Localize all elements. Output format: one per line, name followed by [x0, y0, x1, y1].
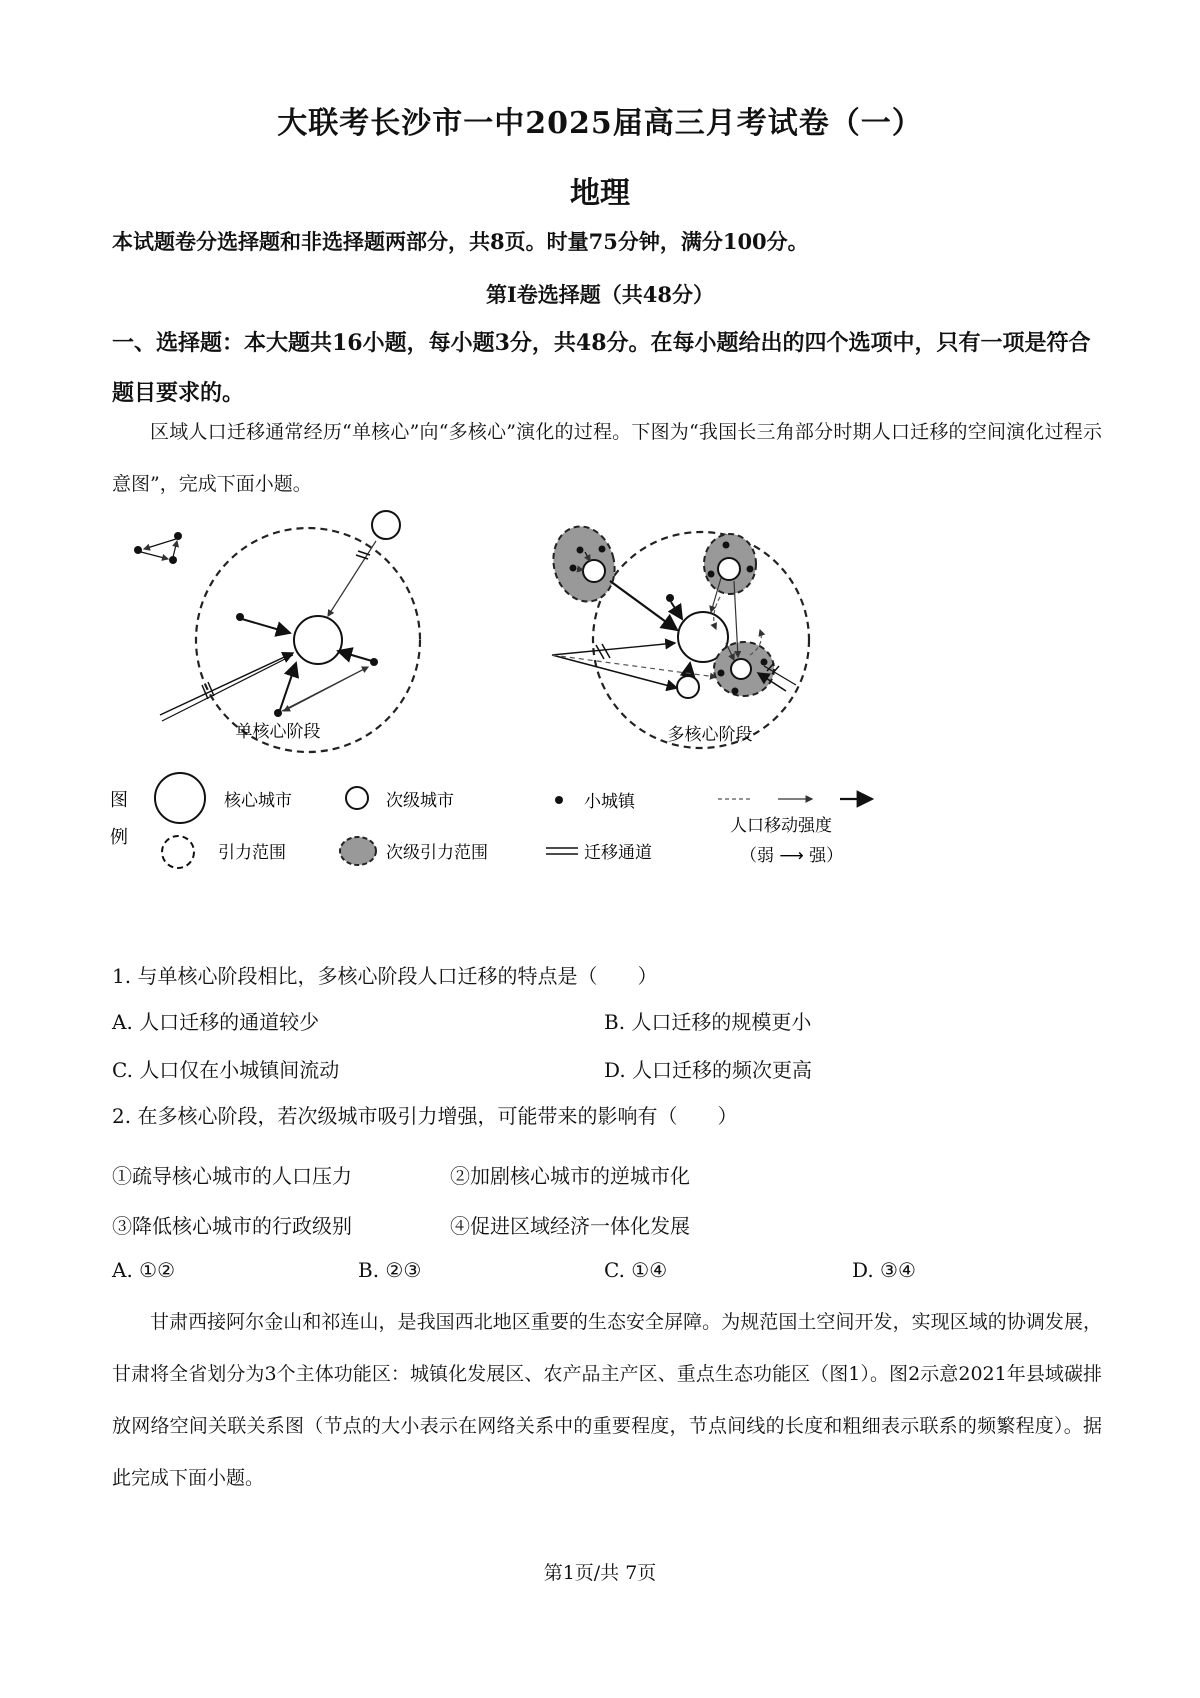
legend-title-1: 图	[110, 790, 128, 811]
label-single-core: 单核心阶段	[235, 722, 321, 742]
legend-secondary-city-symbol	[346, 787, 368, 809]
legend-gravity-range: 引力范围	[218, 843, 286, 863]
page-footer: 第1页/共 7页	[543, 1562, 657, 1584]
secondary-city-circle	[583, 560, 605, 582]
q2-option-a[interactable]: A. ①②	[112, 1258, 176, 1282]
exam-intro: 本试题卷分选择题和非选择题两部分，共8页。时量75分钟，满分100分。	[112, 229, 809, 254]
legend-title-2: 例	[110, 827, 128, 848]
small-town-dot	[666, 594, 674, 602]
secondary-city-circle	[731, 659, 751, 679]
q1-stem: 1. 与单核心阶段相比，多核心阶段人口迁移的特点是（ ）	[112, 964, 658, 988]
small-town-dot	[169, 556, 177, 564]
legend-small-town-symbol	[555, 796, 563, 804]
legend-secondary-gravity: 次级引力范围	[386, 843, 488, 863]
label-multi-core: 多核心阶段	[667, 725, 753, 745]
legend-secondary-city: 次级城市	[386, 791, 454, 811]
part-heading: 第Ⅰ卷选择题（共48分）	[485, 282, 715, 307]
multi-core-stage	[545, 520, 809, 748]
legend-core-city: 核心城市	[224, 791, 292, 811]
q2-stem: 2. 在多核心阶段，若次级城市吸引力增强，可能带来的影响有（ ）	[112, 1104, 738, 1128]
q1-option-a[interactable]: A. 人口迁移的通道较少	[112, 1010, 320, 1034]
secondary-city-circle	[718, 558, 740, 580]
legend-strength-title: 人口移动强度	[730, 816, 832, 836]
q2-statement-3: ③降低核心城市的行政级别	[112, 1214, 352, 1238]
q1-option-d[interactable]: D. 人口迁移的频次更高	[604, 1058, 813, 1082]
q2-option-c[interactable]: C. ①④	[604, 1258, 668, 1282]
legend-secondary-gravity-symbol	[340, 837, 376, 865]
q2-statement-1: ①疏导核心城市的人口压力	[112, 1164, 352, 1188]
passage-1: 区域人口迁移通常经历“单核心”向“多核心”演化的过程。下图为“我国长三角部分时期人口迁移的空间演化过程示意图”，完成下面小题。	[112, 421, 1102, 495]
passage-2: 甘肃西接阿尔金山和祁连山，是我国西北地区重要的生态安全屏障。为规范国土空间开发，实现区域的协调发展，甘肃将全省划分为3个主体功能区：城镇化发展区、农产品主产区、重点生态功能区（图1）。图2示意2021年县域碳排放网络空间关联关系图（节点的大小表示在网络关系中的重要程度，节点间线的长度和粗细表示联系的频繁程度）。据此完成下面小题。	[112, 1311, 1102, 1489]
legend-core-city-symbol	[155, 773, 205, 823]
q1-option-c[interactable]: C. 人口仅在小城镇间流动	[112, 1058, 340, 1082]
secondary-city-circle	[677, 676, 699, 698]
migration-diagram	[110, 505, 1100, 945]
legend-migration-channel: 迁移通道	[584, 843, 652, 863]
q2-option-d[interactable]: D. ③④	[852, 1258, 916, 1282]
page-title: 大联考长沙市一中2025届高三月考试卷（一）	[277, 106, 923, 141]
small-town-dot	[370, 658, 378, 666]
q1-option-b[interactable]: B. 人口迁移的规模更小	[604, 1010, 812, 1034]
secondary-gravity-zone	[545, 520, 623, 609]
subject-title: 地理	[570, 176, 630, 211]
q2-option-b[interactable]: B. ②③	[358, 1258, 422, 1282]
secondary-city-circle	[372, 511, 400, 539]
figure-legend	[110, 773, 872, 868]
small-town-dot	[134, 546, 142, 554]
legend-gravity-symbol	[162, 836, 194, 868]
q2-statement-2: ②加剧核心城市的逆城市化	[450, 1164, 690, 1188]
single-core-stage	[134, 511, 420, 752]
legend-small-town: 小城镇	[584, 792, 635, 812]
core-city-circle	[294, 616, 342, 664]
q2-statement-4: ④促进区域经济一体化发展	[450, 1214, 690, 1238]
section-instructions: 一、选择题：本大题共16小题，每小题3分，共48分。在每小题给出的四个选项中，只有一项是符合题目要求的。	[112, 330, 1091, 406]
legend-strength-scale: （弱 ⟶ 强）	[740, 846, 844, 866]
